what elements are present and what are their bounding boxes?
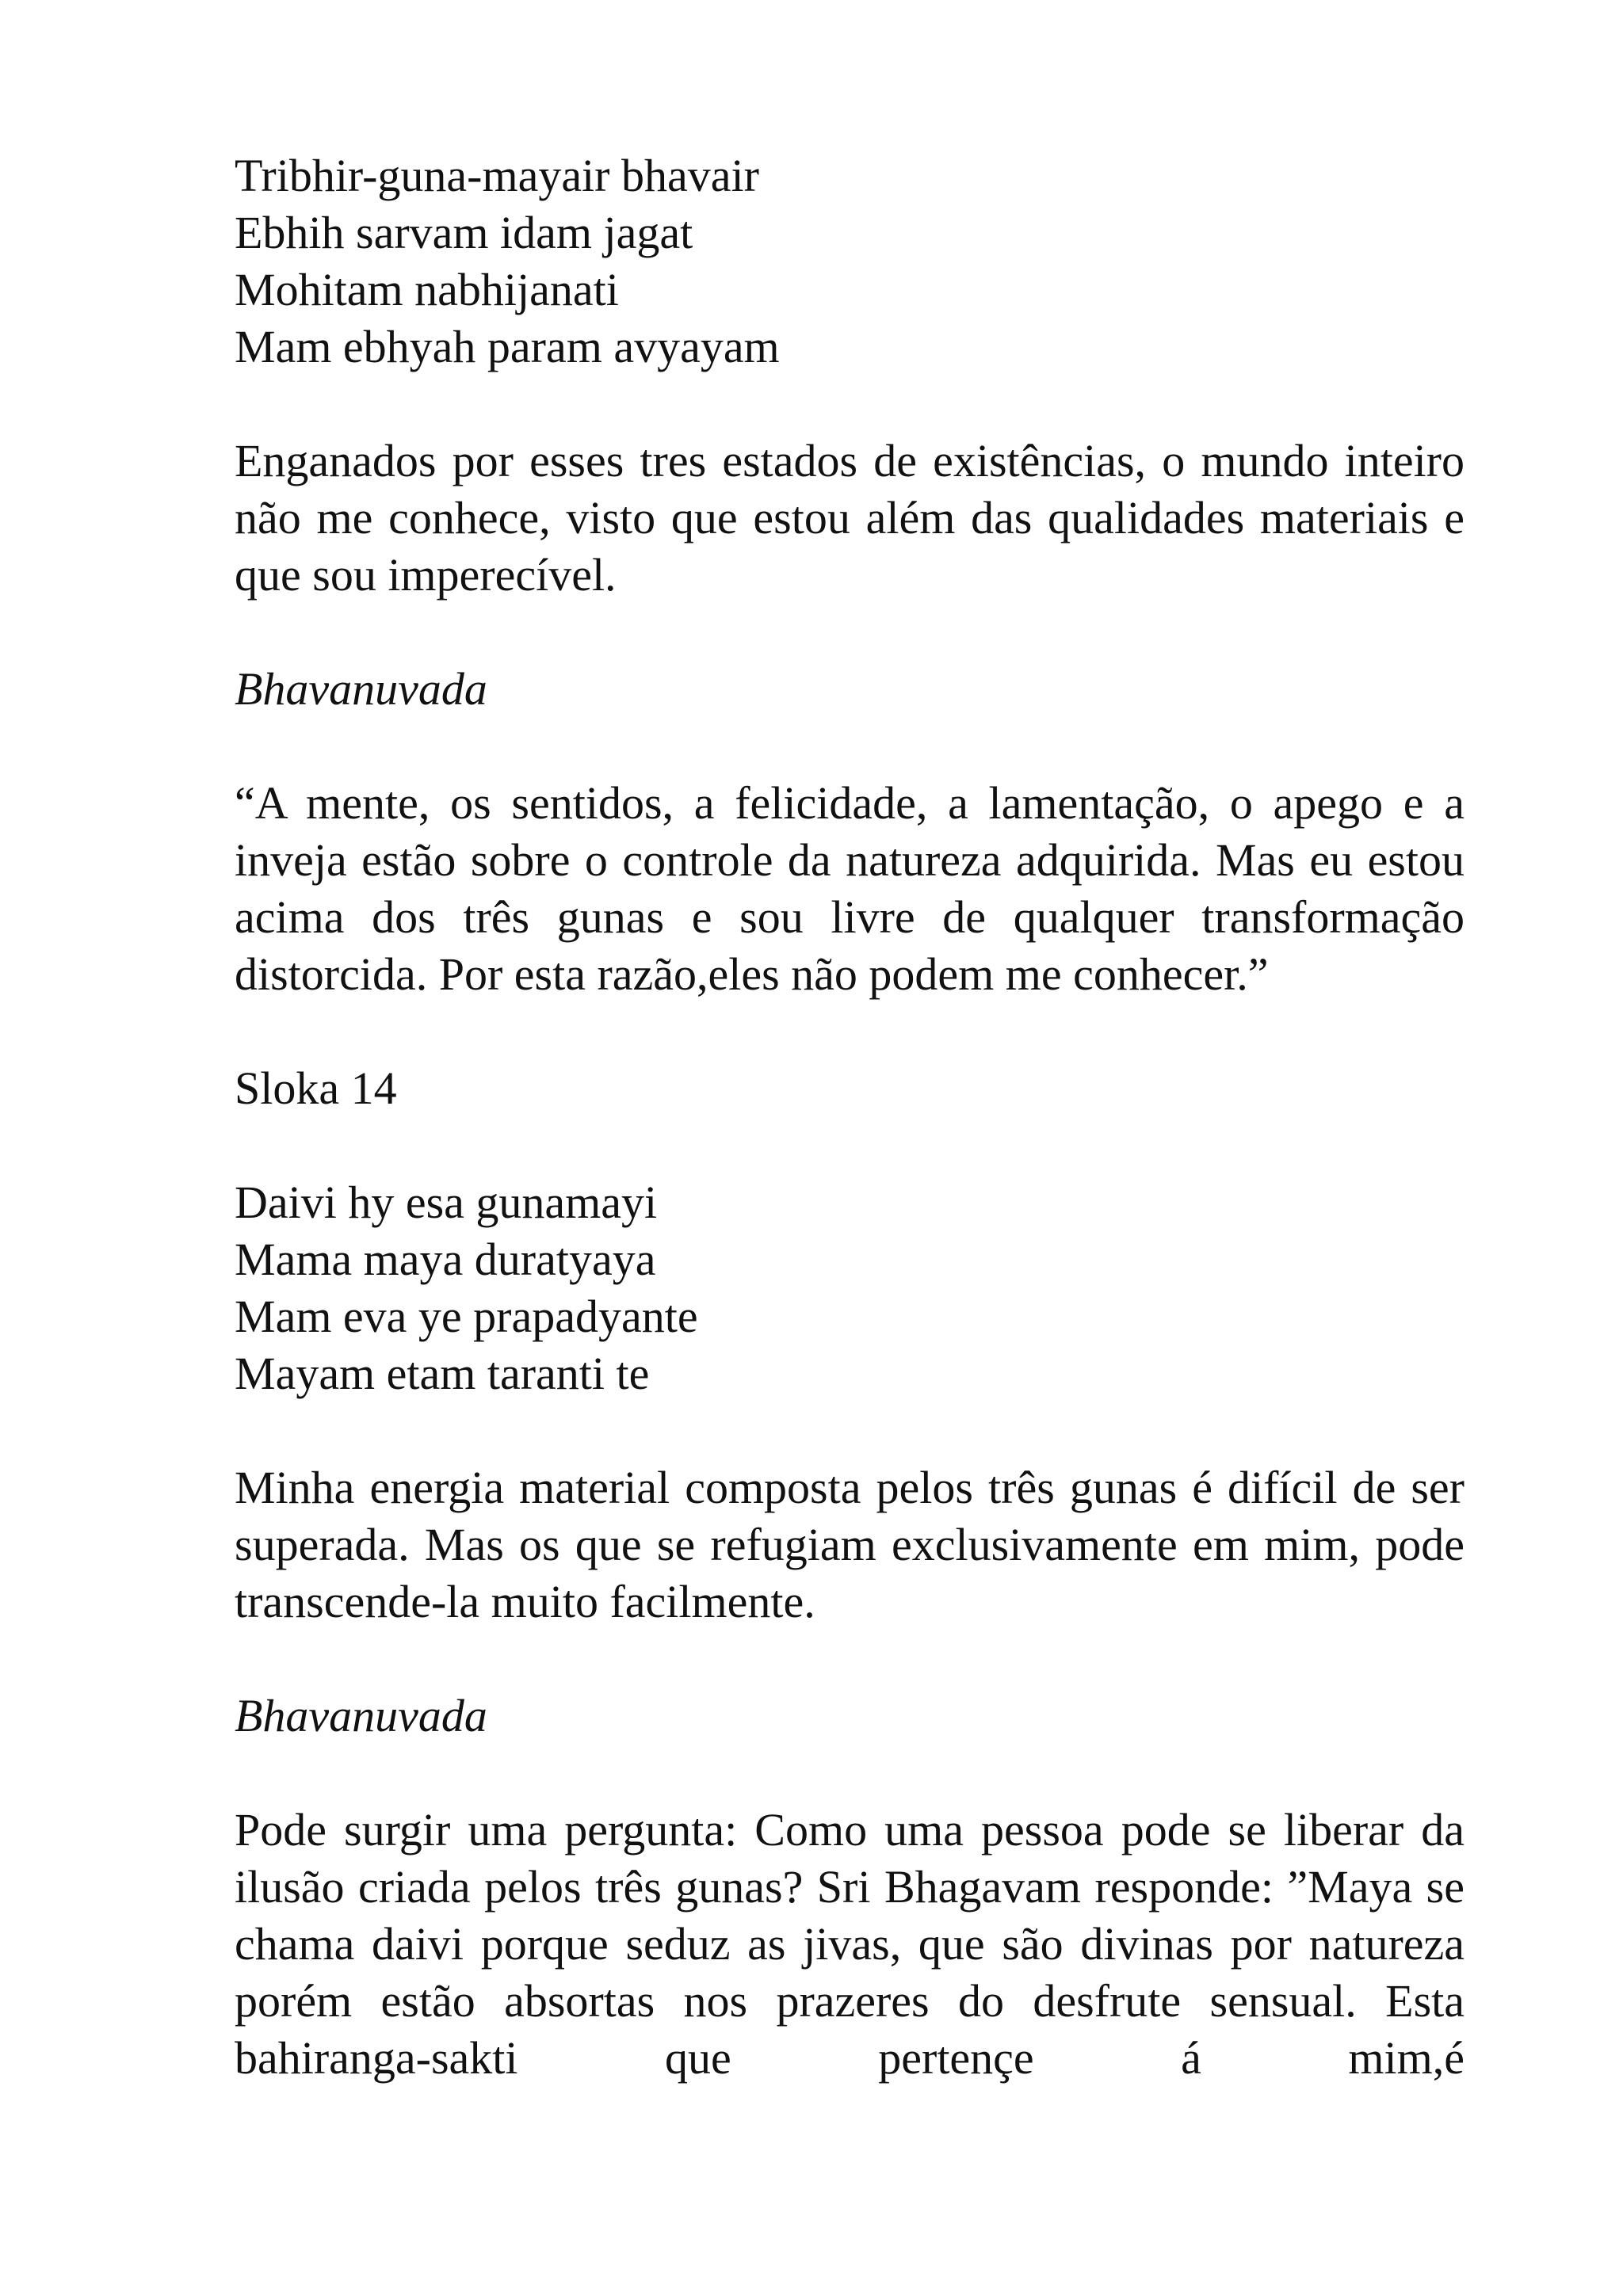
commentary-14: Pode surgir uma pergunta: Como uma pessoa pode se liberar da ilusão criada pelos três gunas? Sri Bhagavam responde: ”Maya se chama daivi porque seduz as jivas, que são divinas por natureza porém estão absortas nos prazeres do desfrute sensual. Esta bahiranga-sakti que pertençe á mim,é — [235, 1804, 1465, 2084]
verse-line: Mam eva ye prapadyante — [235, 1291, 698, 1342]
sloka-title: Sloka 14 — [235, 1062, 397, 1114]
page-content — [235, 147, 1465, 2087]
translation-14: Minha energia material composta pelos três gunas é difícil de ser superada. Mas os que se refugiam exclusivamente em mim, pode transcende-la muito facilmente. — [235, 1462, 1465, 1627]
verse-line: Mayam etam taranti te — [235, 1348, 650, 1399]
translation-13: Enganados por esses tres estados de existências, o mundo inteiro não me conhece, visto que estou além das qualidades materiais e que sou imperecível. — [235, 435, 1465, 601]
verse-line: Mohitam nabhijanati — [235, 264, 619, 315]
verse-14 — [235, 1174, 1465, 1402]
verse-line: Daivi hy esa gunamayi — [235, 1177, 658, 1228]
verse-line: Ebhih sarvam idam jagat — [235, 207, 693, 258]
verse-13 — [235, 147, 1465, 376]
verse-line: Mam ebhyah param avyayam — [235, 321, 780, 372]
verse-line: Tribhir-guna-mayair bhavair — [235, 150, 759, 201]
bhavanuvada-heading: Bhavanuvada — [235, 1690, 487, 1741]
verse-line: Mama maya duratyaya — [235, 1234, 656, 1285]
commentary-13: “A mente, os sentidos, a felicidade, a lamentação, o apego e a inveja estão sobre o controle da natureza adquirida. Mas eu estou acima dos três gunas e sou livre de qualquer transformação distorcida. Por esta razão,eles não podem me conhecer.” — [235, 777, 1465, 1000]
bhavanuvada-heading: Bhavanuvada — [235, 663, 487, 715]
